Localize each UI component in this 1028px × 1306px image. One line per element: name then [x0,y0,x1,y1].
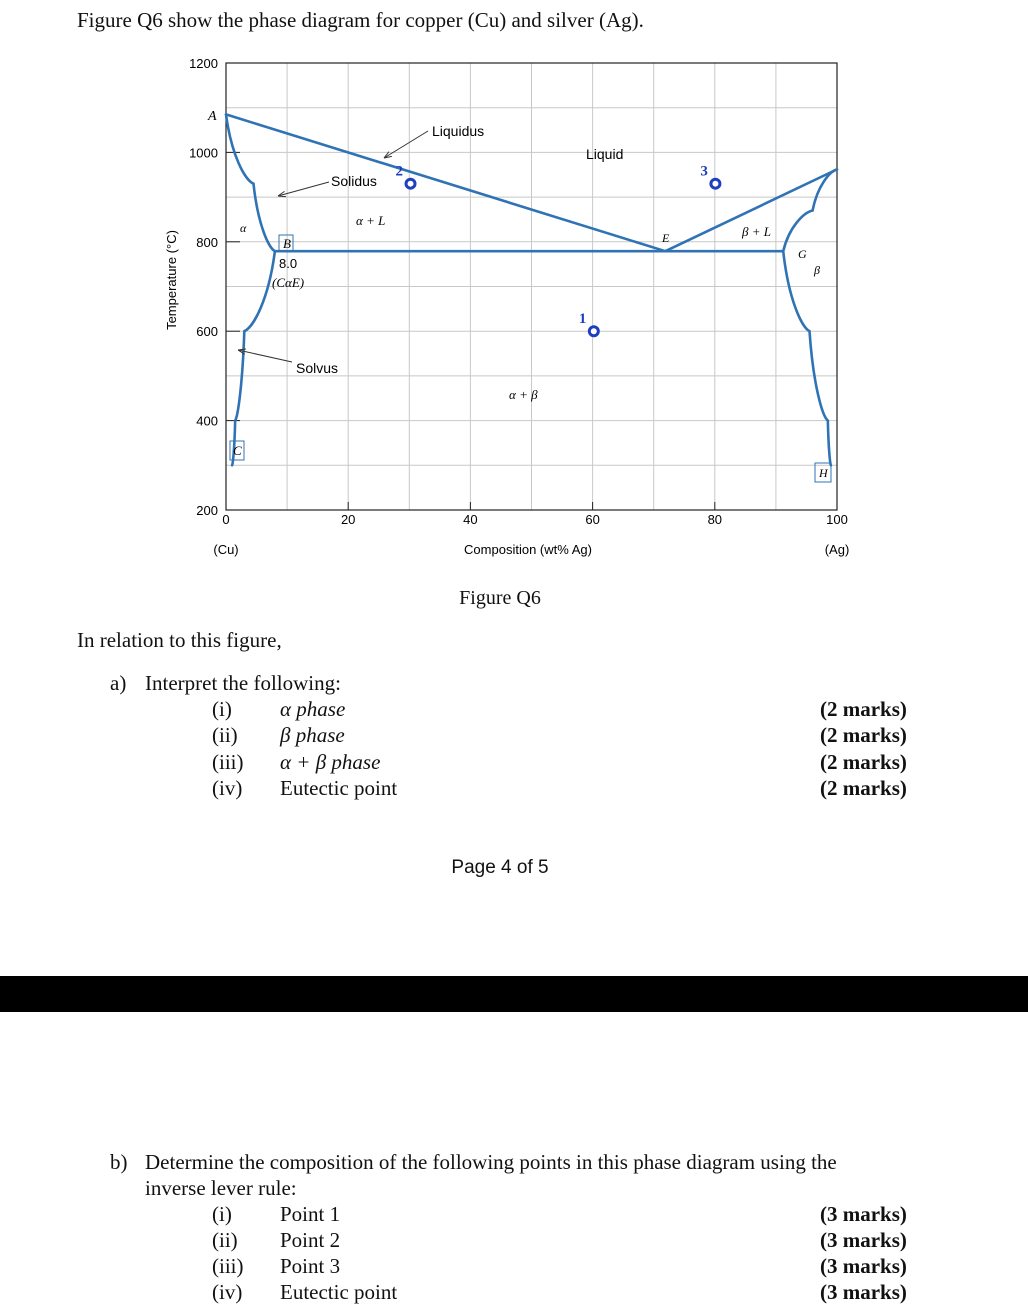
label-solidus: Solidus [331,173,377,189]
label-alpha: α [240,221,247,235]
point-3-marker [711,179,720,188]
label-H: H [819,466,828,480]
item-text: Point 2 [280,1228,341,1252]
label-beta: β [814,263,820,277]
x-tick-label: 100 [826,512,848,527]
part-b-item [0,1227,1028,1253]
y-tick-label: 800 [196,234,218,250]
item-marks: (3 marks) [820,1280,907,1304]
x-tick-label: 60 [585,512,600,527]
item-text: Point 3 [280,1254,341,1278]
item-marks: (3 marks) [820,1202,907,1226]
label-liquid: Liquid [586,146,624,162]
label-comp-symbol: (CαE) [272,275,305,290]
x-tick-label: 80 [707,512,723,527]
curve-solvus-left [232,251,275,465]
y-tick-label: 400 [196,413,218,429]
part-b-item [0,1201,1028,1227]
item-marks: (2 marks) [820,776,907,800]
x-tick-label: 20 [340,512,356,527]
point-2-marker [406,179,415,188]
liquidus-arrow [384,131,428,158]
item-number: (i) [212,697,232,721]
page-separator-bar [0,976,1028,1012]
label-beta-L: β + L [742,224,771,239]
item-number: (iii) [212,750,244,774]
part-b-item [0,1253,1028,1279]
point-1-marker [589,327,598,336]
part-b-prompt-line2: inverse lever rule: [145,1176,297,1200]
label-G: G [798,247,807,261]
part-a-label: a) [110,671,127,695]
x-end-label-left: (Cu) [213,542,239,557]
label-B: B [283,236,291,251]
y-tick-label: 1200 [189,56,218,71]
item-text: Eutectic point [280,776,398,800]
y-tick-label: 600 [196,324,218,340]
grid-lines [226,63,837,510]
item-number: (iv) [212,1280,243,1304]
question-heading: Figure Q6 show the phase diagram for copper (Cu) and silver (Ag). [77,8,644,32]
part-a-item [0,722,1028,748]
axis-ticks [189,56,848,527]
part-a-prompt: Interpret the following: [145,671,341,695]
item-number: (ii) [212,1228,238,1252]
item-marks: (2 marks) [820,750,907,774]
phase-diagram [0,0,1028,580]
y-tick-label: 1000 [189,145,218,161]
part-b-label: b) [110,1150,128,1174]
part-b-prompt-line1: Determine the composition of the following points in this phase diagram using the [145,1150,837,1174]
y-tick-label: 200 [196,503,218,518]
item-text: β phase [280,723,345,747]
part-a-item [0,749,1028,775]
curve-solvus-right [783,251,831,465]
point-1-label: 1 [578,311,587,328]
solvus-arrow [238,350,292,362]
item-marks: (2 marks) [820,697,907,721]
label-C: C [233,443,242,458]
label-E: E [662,231,670,245]
curve-solidus-left [226,114,275,251]
item-text: Point 1 [280,1202,341,1226]
item-marks: (2 marks) [820,723,907,747]
label-alpha-beta: α + β [509,387,538,402]
point-3-label: 3 [700,163,708,180]
item-text: α phase [280,697,346,721]
label-comp-value: 8.0 [279,256,298,271]
x-axis-title: Composition (wt% Ag) [464,542,592,557]
part-a-item [0,775,1028,801]
x-end-label-right: (Ag) [824,542,850,557]
item-text: Eutectic point [280,1280,398,1304]
part-a-item [0,696,1028,722]
figure-caption: Figure Q6 [459,587,541,609]
item-text: α + β phase [280,750,381,774]
x-tick-label: 0 [222,512,230,527]
label-liquidus: Liquidus [432,123,485,139]
label-alpha-L: α + L [356,213,386,228]
item-number: (iii) [212,1254,244,1278]
label-A: A [208,109,217,124]
item-marks: (3 marks) [820,1228,907,1252]
item-number: (iv) [212,776,243,800]
item-marks: (3 marks) [820,1254,907,1278]
page-number: Page 4 of 5 [451,857,549,878]
point-2-label: 2 [395,163,404,180]
part-b-item [0,1279,1028,1305]
item-number: (ii) [212,723,238,747]
label-solvus: Solvus [296,360,339,376]
item-number: (i) [212,1202,232,1226]
intro-text: In relation to this figure, [77,628,282,652]
solidus-arrow [278,182,329,196]
y-axis-title: Temperature (°C) [164,230,179,330]
x-tick-label: 40 [463,512,478,527]
